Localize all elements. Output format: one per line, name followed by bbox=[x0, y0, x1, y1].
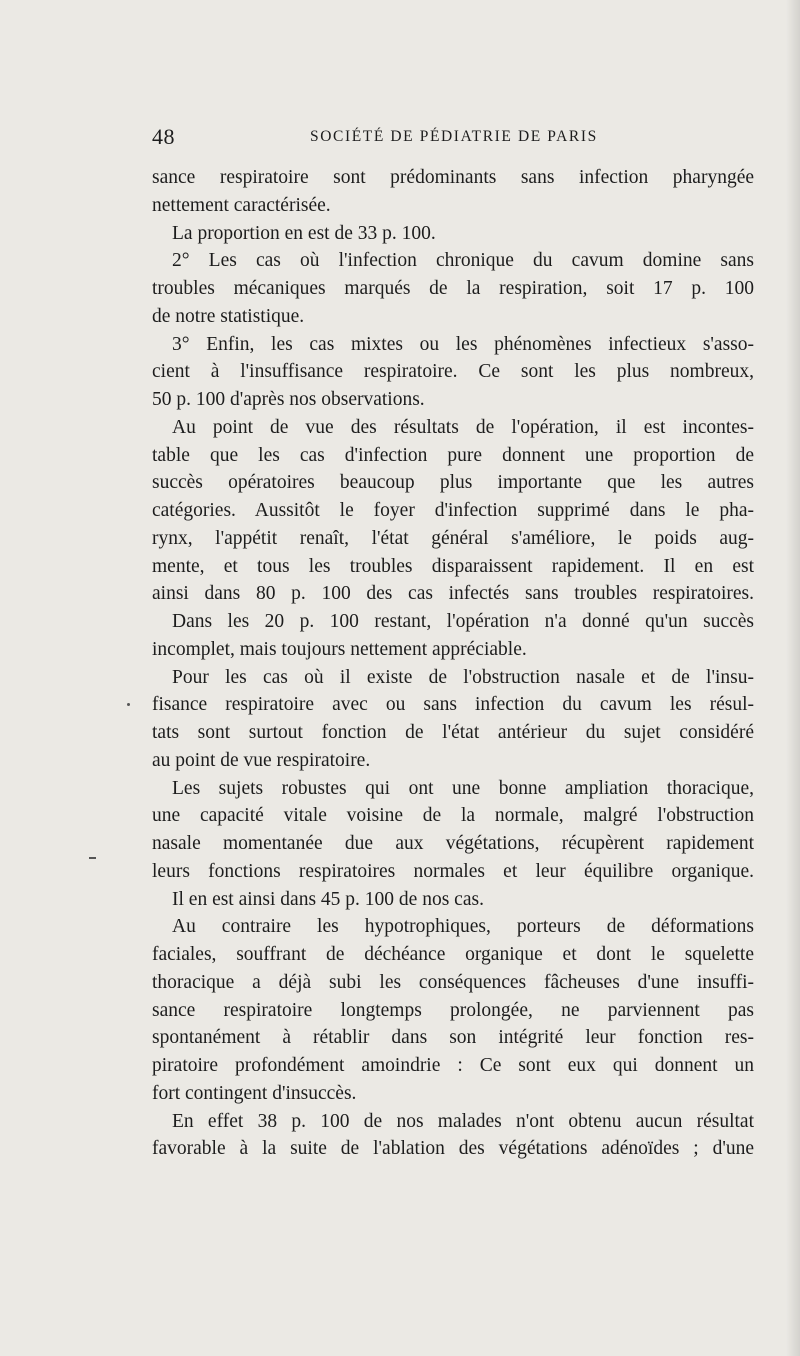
page-number: 48 bbox=[152, 124, 175, 149]
text-line: Dans les 20 p. 100 restant, l'opération n'a donné qu'un succès bbox=[172, 611, 754, 632]
text-line: En effet 38 p. 100 de nos malades n'ont obtenu aucun résultat bbox=[172, 1110, 754, 1132]
text-line: Pour les cas où il existe de l'obstruction nasale et de l'insu- bbox=[172, 666, 754, 688]
text-line: cient à l'insuffisance respiratoire. Ce sont les plus nombreux, bbox=[152, 361, 754, 383]
text-line: de notre statistique. bbox=[152, 305, 305, 327]
scan-speck bbox=[127, 703, 130, 706]
text-line: sance respiratoire longtemps prolongée, ne parviennent pas bbox=[152, 999, 754, 1021]
text-line: favorable à la suite de l'ablation des végétations adénoïdes ; d'une bbox=[152, 1138, 754, 1160]
text-line: Les sujets robustes qui ont une bonne ampliation thoracique, bbox=[172, 777, 754, 799]
text-line: spontanément à rétablir dans son intégrité leur fonction res- bbox=[152, 1027, 754, 1049]
text-line: troubles mécaniques marqués de la respiration, soit 17 p. 100 bbox=[152, 278, 754, 299]
text-line: table que les cas d'infection pure donnent une proportion de bbox=[152, 444, 754, 466]
text-line: catégories. Aussitôt le foyer d'infection supprimé dans le pha- bbox=[152, 500, 754, 521]
text-line: piratoire profondément amoindrie : Ce sont eux qui donnent un bbox=[152, 1055, 754, 1076]
running-head: SOCIÉTÉ DE PÉDIATRIE DE PARIS bbox=[310, 128, 598, 145]
text-line: incomplet, mais toujours nettement appréciable. bbox=[152, 638, 527, 660]
scan-speck bbox=[89, 857, 96, 859]
text-line: thoracique a déjà subi les conséquences fâcheuses d'une insuffi- bbox=[152, 971, 754, 993]
text-line: succès opératoires beaucoup plus importante que les autres bbox=[152, 472, 754, 494]
text-line: leurs fonctions respiratoires normales et leur équilibre organique. bbox=[152, 860, 754, 882]
text-line: 3° Enfin, les cas mixtes ou les phénomènes infectieux s'asso- bbox=[172, 333, 754, 355]
body-text bbox=[152, 164, 754, 1163]
text-line: Il en est ainsi dans 45 p. 100 de nos cas. bbox=[172, 888, 484, 910]
text-line: fort contingent d'insuccès. bbox=[152, 1082, 357, 1104]
page-edge-shadow bbox=[786, 0, 800, 1356]
text-line: au point de vue respiratoire. bbox=[152, 749, 371, 771]
text-line: une capacité vitale voisine de la normale, malgré l'obstruction bbox=[152, 805, 754, 827]
text-line: fisance respiratoire avec ou sans infection du cavum les résul- bbox=[152, 694, 754, 716]
text-line: 50 p. 100 d'après nos observations. bbox=[152, 389, 425, 410]
text-line: La proportion en est de 33 p. 100. bbox=[172, 222, 436, 244]
text-line: ainsi dans 80 p. 100 des cas infectés sans troubles respiratoires. bbox=[152, 583, 754, 605]
text-line: faciales, souffrant de déchéance organique et dont le squelette bbox=[152, 944, 754, 965]
text-line: Au point de vue des résultats de l'opération, il est incontes- bbox=[172, 416, 754, 438]
text-line: nasale momentanée due aux végétations, récupèrent rapidement bbox=[152, 833, 754, 854]
text-line: 2° Les cas où l'infection chronique du cavum domine sans bbox=[172, 250, 754, 272]
text-line: tats sont surtout fonction de l'état antérieur du sujet considéré bbox=[152, 722, 754, 743]
text-line: mente, et tous les troubles disparaissent rapidement. Il en est bbox=[152, 555, 754, 577]
text-line: sance respiratoire sont prédominants sans infection pharyngée bbox=[152, 167, 754, 188]
text-line: rynx, l'appétit renaît, l'état général s'améliore, le poids aug- bbox=[152, 527, 754, 549]
text-line: nettement caractérisée. bbox=[152, 194, 331, 216]
text-line: Au contraire les hypotrophiques, porteurs de déformations bbox=[172, 916, 754, 938]
page-header bbox=[152, 124, 752, 154]
